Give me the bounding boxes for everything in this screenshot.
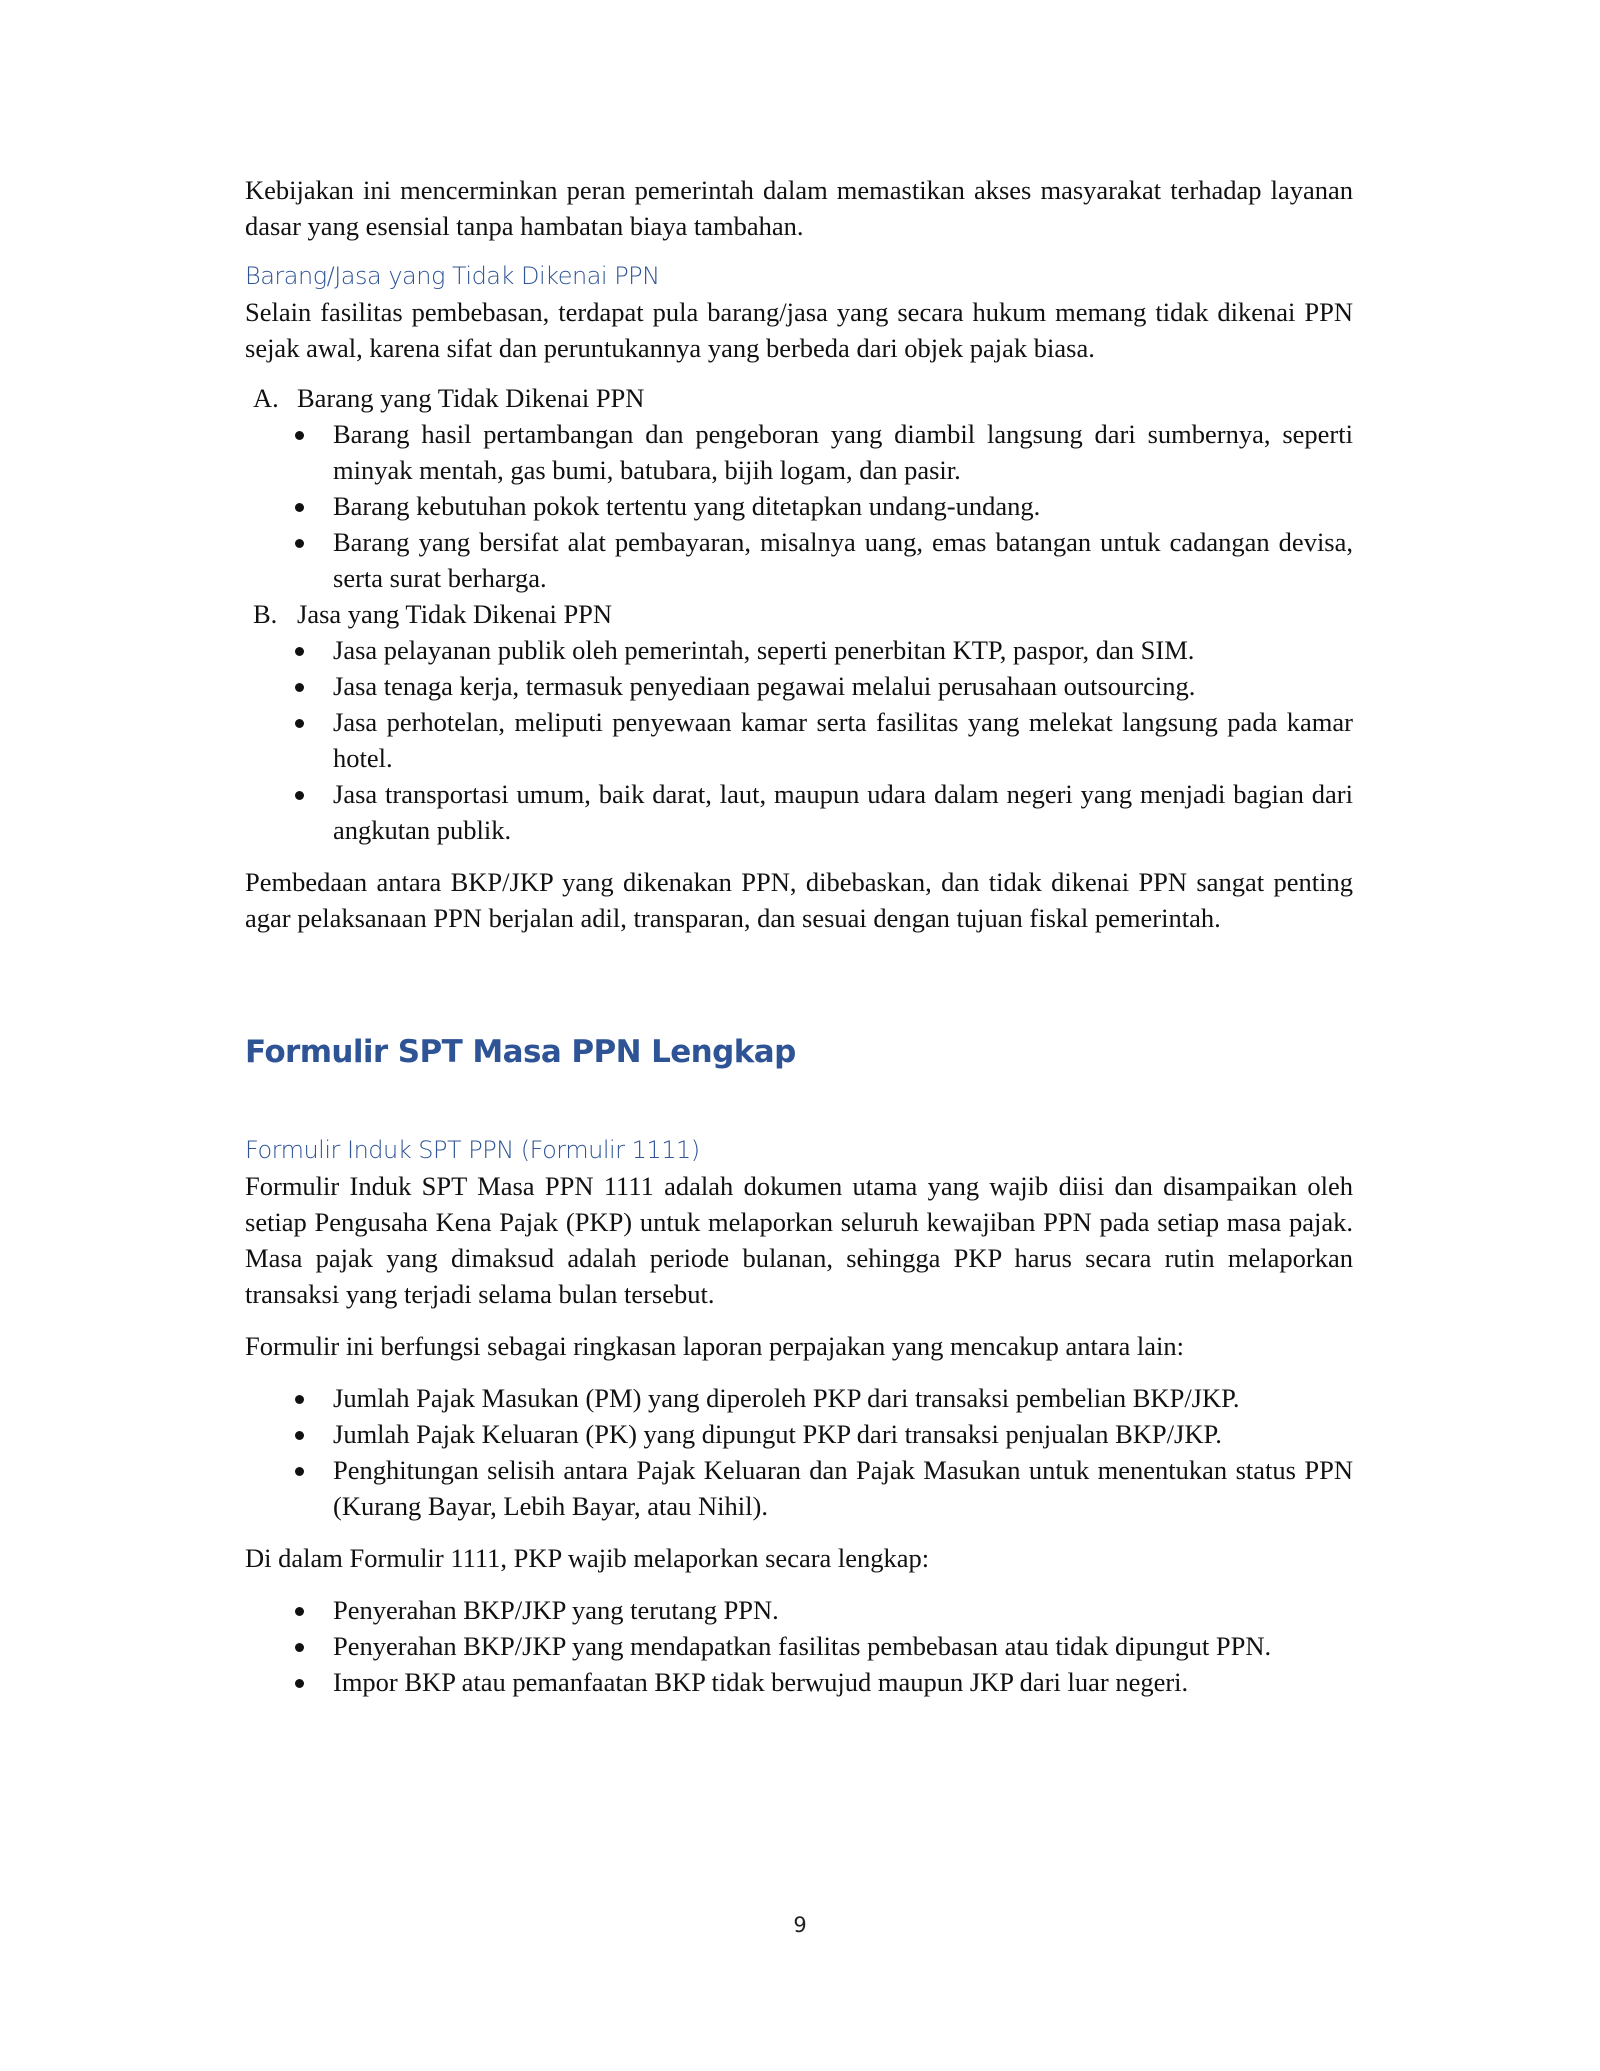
alpha-marker: A. xyxy=(253,383,279,413)
bullet-icon xyxy=(295,539,304,548)
bullet-icon xyxy=(295,719,304,728)
bullet-icon xyxy=(295,431,304,440)
bullet-icon xyxy=(295,1467,304,1476)
list-item: Penghitungan selisih antara Pajak Keluaran dan Pajak Masukan untuk menentukan status PPN (Kurang Bayar, Lebih Bayar, atau Nihil). xyxy=(245,1452,1353,1524)
list-item: Barang hasil pertambangan dan pengeboran yang diambil langsung dari sumbernya, seperti minyak mentah, gas bumi, batubara, bijih logam, dan pasir. xyxy=(245,416,1353,488)
bullet-icon xyxy=(295,503,304,512)
bullet-icon xyxy=(295,683,304,692)
bullet-icon xyxy=(295,791,304,800)
alpha-marker: B. xyxy=(253,599,278,629)
list-item: Jasa transportasi umum, baik darat, laut, maupun udara dalam negeri yang menjadi bagian dari angkutan publik. xyxy=(245,776,1353,848)
bullet-list-ringkasan xyxy=(245,1380,1353,1524)
bullet-list-jasa xyxy=(245,632,1353,848)
bullet-icon xyxy=(295,1431,304,1440)
closing-paragraph: Pembedaan antara BKP/JKP yang dikenakan PPN, dibebaskan, dan tidak dikenai PPN sangat penting agar pelaksanaan PPN berjalan adil, transparan, dan sesuai dengan tujuan fiskal pemerintah. xyxy=(245,867,1353,933)
tidak-dikenai-paragraph: Selain fasilitas pembebasan, terdapat pula barang/jasa yang secara hukum memang tidak dikenai PPN sejak awal, karena sifat dan peruntukannya yang berbeda dari objek pajak biasa. xyxy=(245,297,1353,363)
alpha-item-a xyxy=(245,380,1353,416)
list-item: Jumlah Pajak Keluaran (PK) yang dipungut PKP dari transaksi penjualan BKP/JKP. xyxy=(245,1416,1353,1452)
intro-paragraph: Kebijakan ini mencerminkan peran pemerintah dalam memastikan akses masyarakat terhadap layanan dasar yang esensial tanpa hambatan biaya tambahan. xyxy=(245,175,1353,241)
alpha-title: Jasa yang Tidak Dikenai PPN xyxy=(297,599,613,629)
list-item: Penyerahan BKP/JKP yang mendapatkan fasilitas pembebasan atau tidak dipungut PPN. xyxy=(245,1628,1353,1664)
heading-formulir-spt: Formulir SPT Masa PPN Lengkap xyxy=(245,1034,796,1070)
alpha-item-b xyxy=(245,596,1353,632)
bullet-icon xyxy=(295,1679,304,1688)
bullet-icon xyxy=(295,1395,304,1404)
bullet-icon xyxy=(295,1643,304,1652)
bullet-icon xyxy=(295,1607,304,1616)
list-item: Barang yang bersifat alat pembayaran, misalnya uang, emas batangan untuk cadangan devisa, serta surat berharga. xyxy=(245,524,1353,596)
list-item: Penyerahan BKP/JKP yang terutang PPN. xyxy=(245,1592,1353,1628)
formulir-paragraph-1: Formulir Induk SPT Masa PPN 1111 adalah dokumen utama yang wajib diisi dan disampaikan oleh setiap Pengusaha Kena Pajak (PKP) untuk melaporkan seluruh kewajiban PPN pada setiap masa pajak. Masa pajak yang dimaksud adalah periode bulanan, sehingga PKP harus secara rutin melaporkan transaksi yang terjadi selama bulan tersebut. xyxy=(245,1171,1353,1309)
list-item: Impor BKP atau pemanfaatan BKP tidak berwujud maupun JKP dari luar negeri. xyxy=(245,1664,1353,1700)
list-item: Jasa pelayanan publik oleh pemerintah, seperti penerbitan KTP, paspor, dan SIM. xyxy=(245,632,1353,668)
bullet-list-laporan xyxy=(245,1592,1353,1700)
bullet-list-barang xyxy=(245,416,1353,596)
alpha-list xyxy=(245,380,1353,848)
list-item: Jasa tenaga kerja, termasuk penyediaan pegawai melalui perusahaan outsourcing. xyxy=(245,668,1353,704)
heading-tidak-dikenai-ppn: Barang/Jasa yang Tidak Dikenai PPN xyxy=(245,262,660,290)
list-item: Jumlah Pajak Masukan (PM) yang diperoleh PKP dari transaksi pembelian BKP/JKP. xyxy=(245,1380,1353,1416)
alpha-title: Barang yang Tidak Dikenai PPN xyxy=(297,383,645,413)
formulir-paragraph-3: Di dalam Formulir 1111, PKP wajib melaporkan secara lengkap: xyxy=(245,1543,930,1573)
page-number: 9 xyxy=(793,1913,807,1937)
page-content xyxy=(245,172,1353,1700)
bullet-icon xyxy=(295,647,304,656)
list-item: Jasa perhotelan, meliputi penyewaan kamar serta fasilitas yang melekat langsung pada kamar hotel. xyxy=(245,704,1353,776)
heading-formulir-1111: Formulir Induk SPT PPN (Formulir 1111) xyxy=(245,1136,700,1164)
formulir-paragraph-2: Formulir ini berfungsi sebagai ringkasan laporan perpajakan yang mencakup antara lain: xyxy=(245,1331,1184,1361)
list-item: Barang kebutuhan pokok tertentu yang ditetapkan undang-undang. xyxy=(245,488,1353,524)
